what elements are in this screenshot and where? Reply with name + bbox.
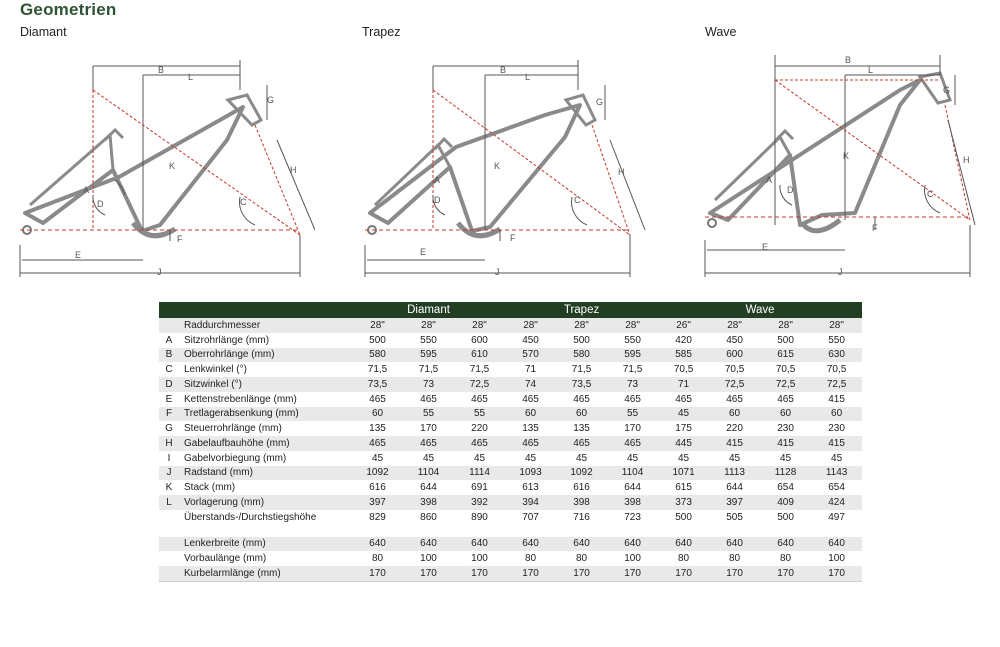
cell-value: 170 — [658, 566, 709, 581]
group-header: Diamant — [352, 302, 505, 318]
cell-value: 1071 — [658, 466, 709, 481]
row-letter — [159, 551, 179, 566]
dim-label-g: G — [943, 85, 951, 95]
table-row — [159, 480, 862, 495]
cell-value: 829 — [352, 510, 403, 525]
row-label: Raddurchmesser — [179, 318, 352, 333]
cell-value: 45 — [709, 451, 760, 466]
cell-value: 420 — [658, 333, 709, 348]
row-letter — [159, 510, 179, 525]
dim-label-d: D — [434, 195, 441, 205]
table-row — [159, 537, 862, 552]
dim-label-j: J — [838, 267, 843, 277]
cell-value: 640 — [760, 537, 811, 552]
table-row — [159, 436, 862, 451]
cell-value: 60 — [505, 407, 556, 422]
frame-caption-trapez: Trapez — [362, 25, 401, 39]
cell-value: 80 — [709, 551, 760, 566]
row-label: Tretlagerabsenkung (mm) — [179, 407, 352, 422]
cell-value: 595 — [403, 348, 454, 363]
cell-value: 630 — [811, 348, 862, 363]
cell-value: 465 — [607, 436, 658, 451]
row-label: Kettenstrebenlänge (mm) — [179, 392, 352, 407]
cell-value: 70,5 — [658, 362, 709, 377]
cell-value: 654 — [811, 480, 862, 495]
dim-label-f: F — [872, 223, 878, 233]
cell-value: 70,5 — [709, 362, 760, 377]
cell-value: 45 — [454, 451, 505, 466]
cell-value: 28" — [505, 318, 556, 333]
cell-value: 1113 — [709, 466, 760, 481]
dim-label-a: A — [766, 175, 773, 185]
cell-value: 500 — [556, 333, 607, 348]
cell-value: 450 — [505, 333, 556, 348]
cell-value: 28" — [556, 318, 607, 333]
table-row — [159, 333, 862, 348]
cell-value: 230 — [811, 421, 862, 436]
cell-value: 409 — [760, 495, 811, 510]
dim-label-g: G — [267, 95, 275, 105]
cell-value: 170 — [760, 566, 811, 581]
cell-value: 580 — [556, 348, 607, 363]
cell-value: 1114 — [454, 466, 505, 481]
cell-value: 585 — [658, 348, 709, 363]
cell-value: 170 — [352, 566, 403, 581]
cell-value: 170 — [403, 421, 454, 436]
cell-value: 80 — [760, 551, 811, 566]
cell-value: 71,5 — [556, 362, 607, 377]
cell-value: 73,5 — [556, 377, 607, 392]
header-spacer — [159, 302, 352, 318]
cell-value: 615 — [658, 480, 709, 495]
group-header: Trapez — [505, 302, 658, 318]
dim-label-f: F — [510, 233, 516, 243]
cell-value: 595 — [607, 348, 658, 363]
cell-value: 72,5 — [811, 377, 862, 392]
cell-value: 170 — [556, 566, 607, 581]
dim-label-f: F — [177, 234, 183, 244]
cell-value: 580 — [352, 348, 403, 363]
cell-value: 45 — [403, 451, 454, 466]
cell-value: 45 — [556, 451, 607, 466]
cell-value: 170 — [403, 566, 454, 581]
cell-value: 45 — [505, 451, 556, 466]
cell-value: 497 — [811, 510, 862, 525]
cell-value: 415 — [760, 436, 811, 451]
table-row — [159, 566, 862, 581]
cell-value: 71,5 — [454, 362, 505, 377]
dim-label-d: D — [787, 185, 794, 195]
cell-value: 80 — [352, 551, 403, 566]
cell-value: 397 — [352, 495, 403, 510]
cell-value: 465 — [607, 392, 658, 407]
diagram-diamant — [15, 45, 315, 280]
cell-value: 28" — [607, 318, 658, 333]
row-letter: F — [159, 407, 179, 422]
cell-value: 170 — [607, 421, 658, 436]
table-row — [159, 392, 862, 407]
page-title: Geometrien — [20, 0, 117, 19]
cell-value: 26" — [658, 318, 709, 333]
table-row — [159, 551, 862, 566]
cell-value: 73 — [607, 377, 658, 392]
cell-value: 45 — [607, 451, 658, 466]
cell-value: 610 — [454, 348, 505, 363]
cell-value: 28" — [403, 318, 454, 333]
row-label: Lenkwinkel (°) — [179, 362, 352, 377]
cell-value: 465 — [352, 436, 403, 451]
cell-value: 80 — [505, 551, 556, 566]
cell-value: 465 — [556, 392, 607, 407]
cell-value: 71,5 — [607, 362, 658, 377]
row-letter: J — [159, 466, 179, 481]
cell-value: 640 — [658, 537, 709, 552]
row-label: Lenkerbreite (mm) — [179, 537, 352, 552]
cell-value: 1092 — [352, 466, 403, 481]
dim-label-h: H — [963, 155, 970, 165]
cell-value: 60 — [352, 407, 403, 422]
dim-label-l: L — [525, 72, 531, 82]
cell-value: 644 — [607, 480, 658, 495]
cell-value: 45 — [658, 451, 709, 466]
dim-label-a: A — [83, 185, 90, 195]
cell-value: 450 — [709, 333, 760, 348]
cell-value: 135 — [505, 421, 556, 436]
table-body — [159, 318, 862, 581]
cell-value: 465 — [556, 436, 607, 451]
cell-value: 640 — [505, 537, 556, 552]
table-row — [159, 348, 862, 363]
cell-value: 70,5 — [760, 362, 811, 377]
cell-value: 640 — [811, 537, 862, 552]
cell-value: 45 — [352, 451, 403, 466]
table-row — [159, 377, 862, 392]
cell-value: 220 — [709, 421, 760, 436]
cell-value: 500 — [352, 333, 403, 348]
row-letter: L — [159, 495, 179, 510]
dim-label-e: E — [762, 242, 769, 252]
cell-value: 398 — [556, 495, 607, 510]
cell-value: 170 — [811, 566, 862, 581]
table-row — [159, 510, 862, 525]
cell-value: 505 — [709, 510, 760, 525]
row-letter: D — [159, 377, 179, 392]
dim-label-b: B — [845, 55, 852, 65]
row-letter: I — [159, 451, 179, 466]
dim-label-k: K — [494, 161, 501, 171]
dim-label-l: L — [188, 72, 194, 82]
row-letter — [159, 318, 179, 333]
cell-value: 654 — [760, 480, 811, 495]
cell-value: 60 — [811, 407, 862, 422]
cell-value: 73 — [403, 377, 454, 392]
row-letter: A — [159, 333, 179, 348]
cell-value: 170 — [607, 566, 658, 581]
row-label: Sitzwinkel (°) — [179, 377, 352, 392]
dim-label-h: H — [290, 165, 297, 175]
dim-label-c: C — [927, 189, 934, 199]
cell-value: 392 — [454, 495, 505, 510]
dim-label-k: K — [843, 151, 850, 161]
table-row — [159, 318, 862, 333]
cell-value: 716 — [556, 510, 607, 525]
cell-value: 28" — [811, 318, 862, 333]
cell-value: 500 — [760, 510, 811, 525]
row-letter: C — [159, 362, 179, 377]
cell-value: 230 — [760, 421, 811, 436]
cell-value: 500 — [760, 333, 811, 348]
table-row — [159, 495, 862, 510]
row-letter: G — [159, 421, 179, 436]
cell-value: 616 — [556, 480, 607, 495]
cell-value: 71 — [658, 377, 709, 392]
cell-value: 640 — [556, 537, 607, 552]
cell-value: 640 — [403, 537, 454, 552]
row-letter: K — [159, 480, 179, 495]
table-row — [159, 362, 862, 377]
dim-label-l: L — [868, 65, 874, 75]
row-label: Steuerrohrlänge (mm) — [179, 421, 352, 436]
cell-value: 71 — [505, 362, 556, 377]
geometry-table — [159, 302, 862, 582]
cell-value: 890 — [454, 510, 505, 525]
cell-value: 415 — [709, 436, 760, 451]
cell-value: 398 — [607, 495, 658, 510]
row-label: Sitzrohrlänge (mm) — [179, 333, 352, 348]
cell-value: 570 — [505, 348, 556, 363]
dim-label-j: J — [495, 267, 500, 277]
cell-value: 550 — [403, 333, 454, 348]
row-letter: H — [159, 436, 179, 451]
cell-value: 100 — [811, 551, 862, 566]
cell-value: 644 — [403, 480, 454, 495]
cell-value: 60 — [760, 407, 811, 422]
row-label: Kurbelarmlänge (mm) — [179, 566, 352, 581]
row-letter — [159, 566, 179, 581]
cell-value: 170 — [505, 566, 556, 581]
cell-value: 465 — [454, 436, 505, 451]
cell-value: 45 — [811, 451, 862, 466]
cell-value: 860 — [403, 510, 454, 525]
cell-value: 445 — [658, 436, 709, 451]
dim-label-j: J — [157, 267, 162, 277]
cell-value: 1104 — [403, 466, 454, 481]
row-label: Vorlagerung (mm) — [179, 495, 352, 510]
cell-value: 640 — [352, 537, 403, 552]
cell-value: 640 — [709, 537, 760, 552]
cell-value: 74 — [505, 377, 556, 392]
cell-value: 28" — [454, 318, 505, 333]
cell-value: 644 — [709, 480, 760, 495]
cell-value: 465 — [760, 392, 811, 407]
cell-value: 465 — [505, 436, 556, 451]
cell-value: 600 — [709, 348, 760, 363]
cell-value: 550 — [811, 333, 862, 348]
cell-value: 600 — [454, 333, 505, 348]
row-letter: B — [159, 348, 179, 363]
frame-caption-diamant: Diamant — [20, 25, 67, 39]
table-row — [159, 407, 862, 422]
row-label: Vorbaulänge (mm) — [179, 551, 352, 566]
cell-value: 45 — [760, 451, 811, 466]
cell-value: 550 — [607, 333, 658, 348]
cell-value: 415 — [811, 392, 862, 407]
row-label: Stack (mm) — [179, 480, 352, 495]
cell-value: 500 — [658, 510, 709, 525]
group-header: Wave — [658, 302, 862, 318]
cell-value: 220 — [454, 421, 505, 436]
cell-value: 465 — [403, 392, 454, 407]
cell-value: 28" — [760, 318, 811, 333]
row-letter: E — [159, 392, 179, 407]
cell-value: 640 — [454, 537, 505, 552]
cell-value: 72,5 — [709, 377, 760, 392]
cell-value: 71,5 — [403, 362, 454, 377]
cell-value: 135 — [556, 421, 607, 436]
cell-value: 615 — [760, 348, 811, 363]
cell-value: 1104 — [607, 466, 658, 481]
dim-label-h: H — [618, 167, 625, 177]
row-label: Gabelaufbauhöhe (mm) — [179, 436, 352, 451]
dim-label-a: A — [434, 175, 441, 185]
cell-value: 70,5 — [811, 362, 862, 377]
cell-value: 640 — [607, 537, 658, 552]
cell-value: 1093 — [505, 466, 556, 481]
diagram-wave — [700, 45, 1000, 280]
cell-value: 1092 — [556, 466, 607, 481]
dim-label-e: E — [75, 250, 82, 260]
cell-value: 465 — [658, 392, 709, 407]
table-row — [159, 451, 862, 466]
table-header — [159, 302, 862, 318]
cell-value: 1128 — [760, 466, 811, 481]
table-row — [159, 421, 862, 436]
cell-value: 71,5 — [352, 362, 403, 377]
cell-value: 175 — [658, 421, 709, 436]
row-label: Gabelvorbiegung (mm) — [179, 451, 352, 466]
cell-value: 691 — [454, 480, 505, 495]
table-gap — [159, 525, 862, 537]
cell-value: 465 — [454, 392, 505, 407]
cell-value: 1143 — [811, 466, 862, 481]
cell-value: 135 — [352, 421, 403, 436]
row-label: Oberrohrlänge (mm) — [179, 348, 352, 363]
diagram-trapez — [360, 45, 660, 280]
dim-label-b: B — [158, 65, 165, 75]
cell-value: 80 — [556, 551, 607, 566]
cell-value: 55 — [454, 407, 505, 422]
cell-value: 80 — [658, 551, 709, 566]
cell-value: 72,5 — [760, 377, 811, 392]
cell-value: 170 — [709, 566, 760, 581]
cell-value: 613 — [505, 480, 556, 495]
cell-value: 100 — [403, 551, 454, 566]
row-label: Radstand (mm) — [179, 466, 352, 481]
cell-value: 100 — [454, 551, 505, 566]
dim-label-g: G — [596, 97, 604, 107]
cell-value: 465 — [403, 436, 454, 451]
cell-value: 28" — [352, 318, 403, 333]
cell-value: 373 — [658, 495, 709, 510]
dim-label-c: C — [574, 195, 581, 205]
cell-value: 72,5 — [454, 377, 505, 392]
cell-value: 55 — [403, 407, 454, 422]
cell-value: 398 — [403, 495, 454, 510]
frame-caption-wave: Wave — [705, 25, 737, 39]
cell-value: 60 — [556, 407, 607, 422]
dim-label-k: K — [169, 161, 176, 171]
cell-value: 465 — [709, 392, 760, 407]
cell-value: 60 — [709, 407, 760, 422]
row-letter — [159, 537, 179, 552]
cell-value: 465 — [505, 392, 556, 407]
row-label: Überstands-/Durchstiegshöhe — [179, 510, 352, 525]
table-row — [159, 466, 862, 481]
cell-value: 415 — [811, 436, 862, 451]
cell-value: 100 — [607, 551, 658, 566]
dim-label-c: C — [240, 197, 247, 207]
dim-label-e: E — [420, 247, 427, 257]
cell-value: 465 — [352, 392, 403, 407]
dim-label-d: D — [97, 199, 104, 209]
cell-value: 616 — [352, 480, 403, 495]
cell-value: 45 — [658, 407, 709, 422]
cell-value: 397 — [709, 495, 760, 510]
gap-cell — [159, 525, 862, 537]
cell-value: 424 — [811, 495, 862, 510]
dim-label-b: B — [500, 65, 507, 75]
cell-value: 73,5 — [352, 377, 403, 392]
cell-value: 170 — [454, 566, 505, 581]
cell-value: 707 — [505, 510, 556, 525]
cell-value: 55 — [607, 407, 658, 422]
cell-value: 28" — [709, 318, 760, 333]
cell-value: 723 — [607, 510, 658, 525]
cell-value: 394 — [505, 495, 556, 510]
